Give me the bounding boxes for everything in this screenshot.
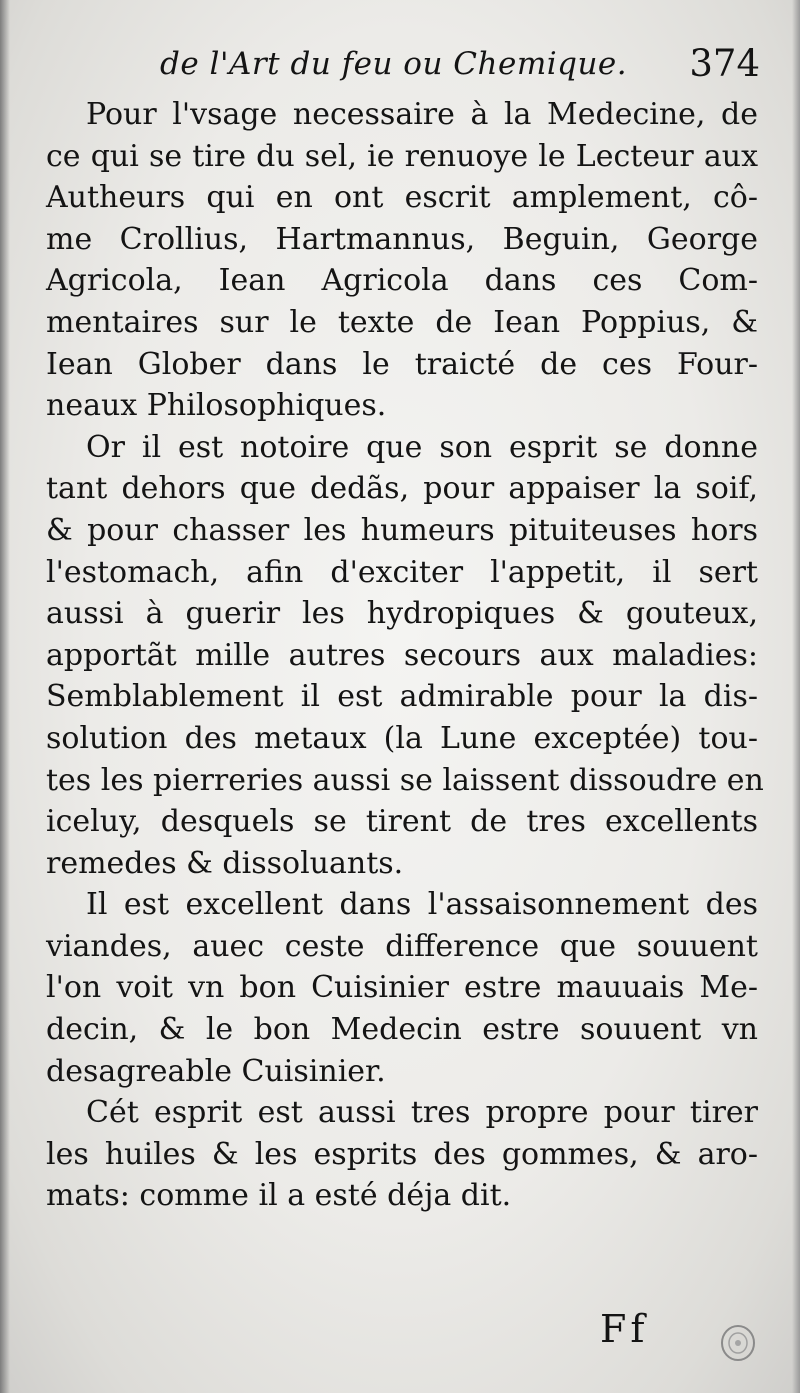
text-line: ce qui se tire du sel, ie renuoye le Lecteur aux [46,138,758,174]
text-line: Cét esprit est aussi tres propre pour tirer [86,1095,758,1131]
text-line: & pour chasser les humeurs pituiteuses hors [46,512,758,548]
paragraph [46,884,758,1092]
text-line: Il est excellent dans l'assaisonnement des [86,887,758,923]
text-line: remedes & dissoluants. [46,845,404,881]
text-line: Semblablement il est admirable pour la dis- [46,679,758,715]
text-line: l'on voit vn bon Cuisinier estre mauuais Me- [46,970,758,1006]
text-line: mentaires sur le texte de Iean Poppius, & [46,304,758,340]
text-line: neaux Philosophiques. [46,388,387,424]
text-line: viandes, auec ceste difference que souuent [46,928,758,964]
page-number: 374 [689,42,760,85]
text-line: solution des metaux (la Lune exceptée) tou- [46,720,758,756]
page-right-edge-shadow [792,0,800,1393]
text-line: aussi à guerir les hydropiques & gouteux, [46,596,758,632]
text-line: decin, & le bon Medecin estre souuent vn [46,1012,758,1048]
running-title: de l'Art du feu ou Chemique. [160,46,628,82]
text-line: Iean Glober dans le traicté de ces Four- [46,346,758,382]
text-line: Agricola, Iean Agricola dans ces Com- [46,263,758,299]
library-stamp-icon [718,1322,758,1364]
text-line: iceluy, desquels se tirent de tres excellents [46,804,758,840]
text-line: apportãt mille autres secours aux maladies: [46,637,758,673]
page-header [160,42,760,94]
paragraph [46,427,764,885]
page-left-edge-shadow [0,0,10,1393]
text-line: Autheurs qui en ont escrit amplement, cô- [46,180,758,216]
text-line: Or il est notoire que son esprit se donne [86,429,758,465]
text-line: tes les pierreries aussi se laissent dissoudre en [46,762,764,798]
text-line: l'estomach, afin d'exciter l'appetit, il sert [46,554,758,590]
body-text [46,94,764,1217]
paragraph [46,1092,758,1217]
text-line: Pour l'vsage necessaire à la Medecine, de [86,97,758,132]
text-line: les huiles & les esprits des gommes, & aro- [46,1136,758,1172]
signature-mark: Ff [600,1307,649,1351]
text-line: me Crollius, Hartmannus, Beguin, George [46,221,758,257]
paragraph [46,94,758,427]
text-line: desagreable Cuisinier. [46,1053,386,1089]
text-line: mats: comme il a esté déja dit. [46,1178,512,1214]
text-line: tant dehors que dedãs, pour appaiser la soif, [46,471,758,507]
